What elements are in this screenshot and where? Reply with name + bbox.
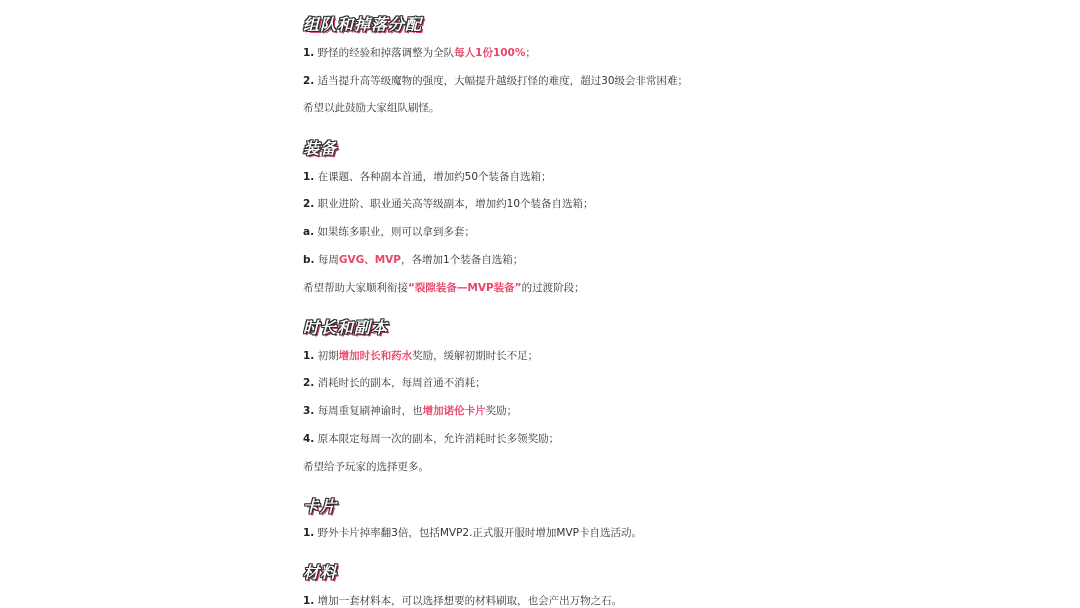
item-text: 增加一套材料本，可以选择想要的材料刷取，也会产出万物之石。 <box>317 595 623 607</box>
section-title-equipment: 装备 <box>303 139 338 158</box>
section-title-duration-dungeons: 时长和副本 <box>303 318 389 337</box>
item-text: 野怪的经验和掉落调整为全队 <box>317 47 455 59</box>
item-number: 4. <box>303 433 315 445</box>
equipment-item-2 <box>303 197 594 211</box>
item-number: 2. <box>303 198 315 210</box>
item-text: 消耗时长的副本，每周首通不消耗； <box>317 377 486 389</box>
equipment-item-1 <box>303 170 552 184</box>
equipment-item-b <box>303 253 523 267</box>
item-number: 1. <box>303 595 315 607</box>
item-text: 野外卡片掉率翻3倍，包括MVP2.正式服开服时增加MVP卡自选活动。 <box>317 527 642 539</box>
item-text: 适当提升高等级魔物的强度，大幅提升越级打怪的难度，超过30级会非常困难； <box>317 75 688 87</box>
item-number: 1. <box>303 47 315 59</box>
cards-item-1 <box>303 526 642 540</box>
equipment-item-a <box>303 225 475 239</box>
item-number: 2. <box>303 75 315 87</box>
item-text: ，各增加1个装备自选箱； <box>401 254 524 266</box>
highlight-separator: 、 <box>364 254 375 266</box>
section-title-team-loot: 组队和掉落分配 <box>303 15 423 34</box>
item-text: 每周重复刷神谕时，也 <box>317 405 423 417</box>
duration-item-1 <box>303 349 538 363</box>
item-text: 如果练多职业，则可以拿到多套； <box>317 226 475 238</box>
section-title-cards: 卡片 <box>303 497 338 516</box>
item-number: 1. <box>303 171 315 183</box>
highlight-text: “裂隙装备—MVP装备” <box>408 282 522 294</box>
item-text: 在课题、各种副本首通，增加约50个装备自选箱； <box>317 171 552 183</box>
item-number: 2. <box>303 377 315 389</box>
note-text: 希望帮助大家顺利衔接 <box>303 282 408 294</box>
item-text: ； <box>525 47 536 59</box>
highlight-text: MVP <box>374 254 402 266</box>
duration-item-3 <box>303 404 517 418</box>
highlight-text: GVG <box>338 254 365 266</box>
item-number: 1. <box>303 350 315 362</box>
item-text: 奖励，缓解初期时长不足； <box>412 350 539 362</box>
item-text: 原本限定每周一次的副本，允许消耗时长多领奖励； <box>317 433 560 445</box>
item-number: 3. <box>303 405 315 417</box>
materials-item-1 <box>303 594 622 608</box>
duration-item-2 <box>303 376 486 390</box>
section-title-materials: 材料 <box>303 563 338 582</box>
item-number: b. <box>303 254 315 266</box>
item-text: 初期 <box>317 350 339 362</box>
team-item-2 <box>303 74 688 88</box>
equipment-note <box>303 281 585 295</box>
duration-note: 希望给予玩家的选择更多。 <box>303 461 429 473</box>
item-text: 职业进阶、职业通关高等级副本，增加约10个装备自选箱； <box>317 198 594 210</box>
item-text: 奖励； <box>485 405 518 417</box>
note-text: 的过渡阶段； <box>521 282 585 294</box>
item-text: 每周 <box>317 254 339 266</box>
duration-item-4 <box>303 432 559 446</box>
highlight-text: 增加诺伦卡片 <box>422 405 486 417</box>
team-item-1 <box>303 46 536 60</box>
item-number: 1. <box>303 527 315 539</box>
highlight-text: 每人1份100% <box>454 47 526 59</box>
team-note: 希望以此鼓励大家组队刷怪。 <box>303 102 440 114</box>
item-number: a. <box>303 226 315 238</box>
highlight-text: 增加时长和药水 <box>338 350 413 362</box>
